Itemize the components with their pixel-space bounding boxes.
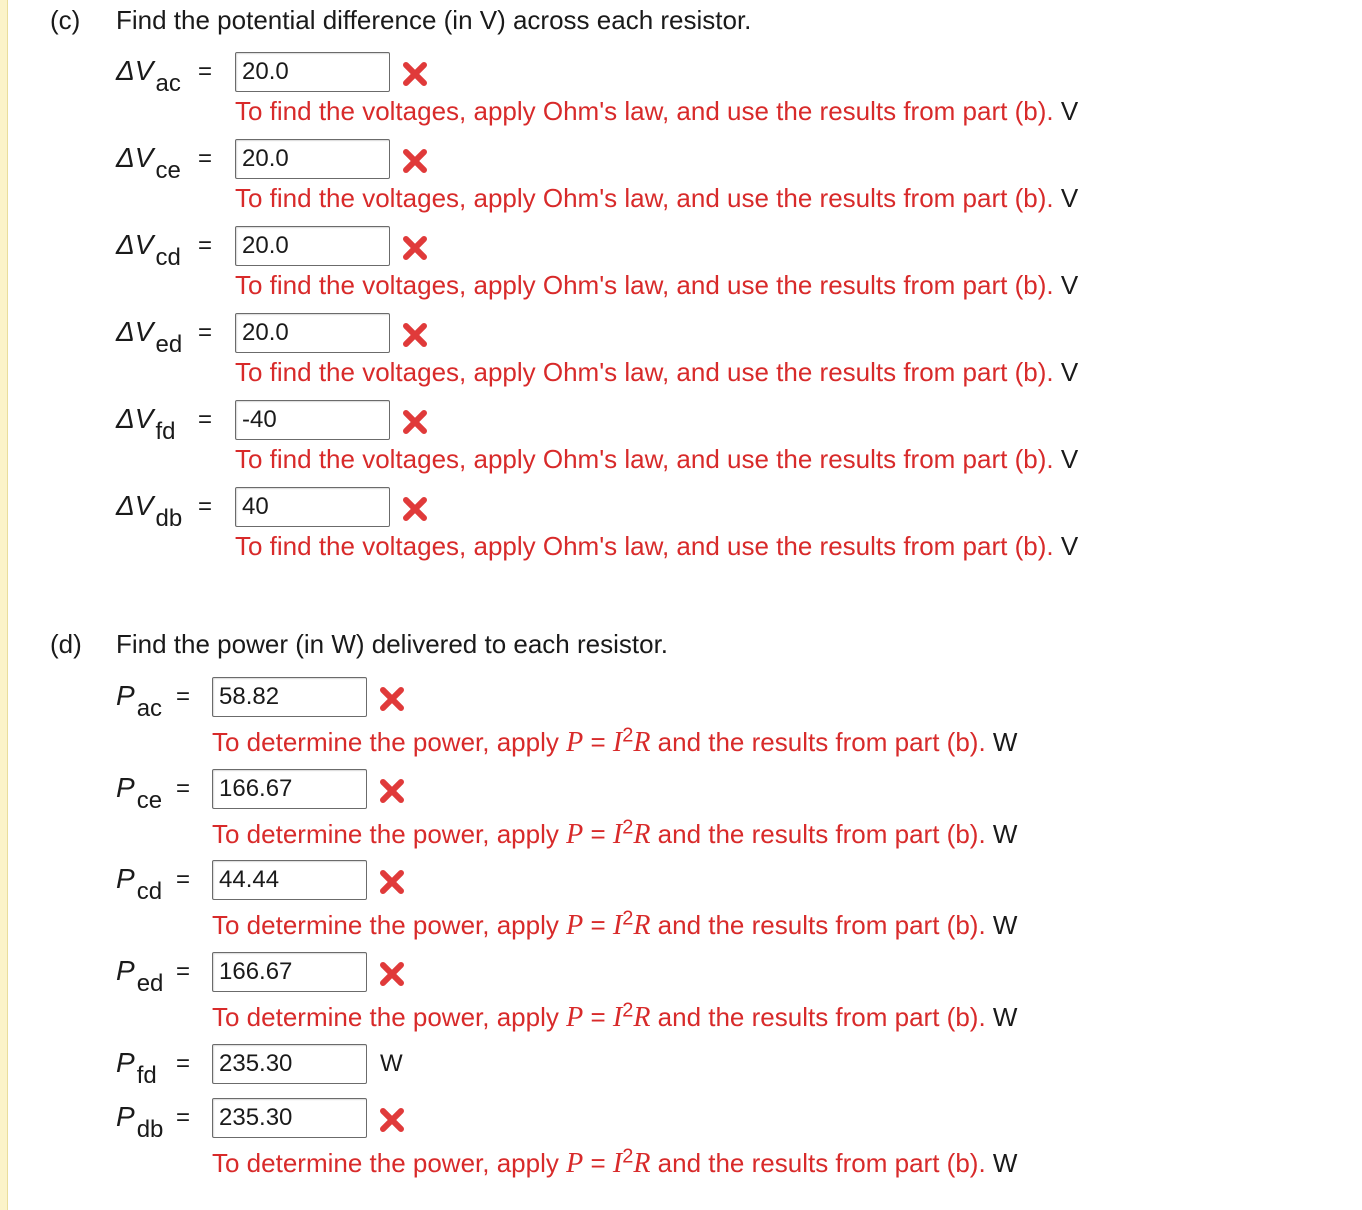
unit-label: W (992, 727, 1018, 757)
formula-p: P (566, 1148, 584, 1179)
incorrect-x-icon (401, 234, 429, 262)
equals-sign: = (176, 1050, 191, 1077)
answer-input-pfd[interactable] (212, 1044, 367, 1084)
feedback-hint (212, 816, 1018, 850)
feedback-hint (212, 907, 1018, 941)
variable-label-pfd (116, 1047, 157, 1089)
formula-p: P (566, 910, 584, 941)
feedback-text-end: and the results from part (b). (650, 1002, 986, 1032)
variable-symbol: ΔV (116, 142, 154, 173)
feedback-text: To find the voltages, apply Ohm's law, and use the results from part (b). (235, 96, 1054, 126)
variable-subscript: cd (155, 244, 181, 271)
formula-equals: = (583, 727, 613, 757)
variable-label-dved (116, 316, 183, 358)
unit-label: W (992, 819, 1018, 849)
incorrect-x-icon (378, 1106, 406, 1134)
formula-r: R (633, 1148, 651, 1179)
formula-r: R (633, 1002, 651, 1033)
part-c-heading (50, 5, 751, 35)
formula-exponent: 2 (622, 816, 634, 839)
variable-subscript: ce (136, 787, 163, 814)
formula-exponent: 2 (622, 724, 634, 747)
variable-label-ped (116, 955, 164, 997)
answer-input-pac[interactable] (212, 677, 367, 717)
unit-label: W (380, 1050, 403, 1077)
equals-sign: = (198, 406, 213, 433)
formula-exponent: 2 (622, 999, 634, 1022)
variable-symbol: P (116, 1101, 135, 1132)
answer-input-dvdb[interactable] (235, 487, 390, 527)
incorrect-x-icon (401, 408, 429, 436)
equals-sign: = (176, 958, 191, 985)
feedback-text-end: and the results from part (b). (650, 910, 986, 940)
formula-exponent: 2 (622, 907, 634, 930)
answer-input-pce[interactable] (212, 769, 367, 809)
unit-label: W (992, 1148, 1018, 1178)
feedback-text-end: and the results from part (b). (650, 727, 986, 757)
formula-p: P (566, 1002, 584, 1033)
formula-equals: = (583, 1148, 613, 1178)
answer-input-ped[interactable] (212, 952, 367, 992)
variable-symbol: P (116, 772, 135, 803)
answer-input-pcd[interactable] (212, 860, 367, 900)
formula-i: I (612, 1148, 623, 1179)
feedback-hint (235, 96, 1078, 126)
variable-symbol: ΔV (116, 55, 154, 86)
equals-sign: = (176, 866, 191, 893)
feedback-hint (235, 531, 1078, 561)
answer-input-pdb[interactable] (212, 1098, 367, 1138)
variable-label-dvac (116, 55, 181, 97)
unit-label: V (1060, 183, 1079, 213)
formula-i: I (612, 727, 623, 758)
answer-input-dved[interactable] (235, 313, 390, 353)
variable-label-dvce (116, 142, 181, 184)
incorrect-x-icon (378, 777, 406, 805)
part-title: Find the power (in W) delivered to each resistor. (116, 629, 669, 659)
equals-sign: = (198, 58, 213, 85)
answer-input-dvcd[interactable] (235, 226, 390, 266)
formula-r: R (633, 819, 651, 850)
left-margin-rule (0, 0, 8, 1210)
variable-subscript: ce (155, 157, 181, 184)
feedback-text-end: and the results from part (b). (650, 819, 986, 849)
unit-label: W (992, 910, 1018, 940)
variable-label-pdb (116, 1101, 164, 1143)
feedback-hint (235, 270, 1078, 300)
equals-sign: = (198, 232, 213, 259)
variable-symbol: ΔV (116, 229, 154, 260)
formula-equals: = (583, 819, 613, 849)
unit-label: W (992, 1002, 1018, 1032)
incorrect-x-icon (378, 960, 406, 988)
variable-label-pce (116, 772, 163, 814)
incorrect-x-icon (378, 685, 406, 713)
variable-symbol: ΔV (116, 490, 154, 521)
feedback-hint (235, 183, 1078, 213)
equals-sign: = (198, 145, 213, 172)
formula-equals: = (583, 910, 613, 940)
variable-subscript: db (155, 505, 183, 532)
part-d-heading (50, 629, 668, 659)
variable-subscript: ed (155, 331, 183, 358)
variable-subscript: fd (136, 1062, 157, 1089)
feedback-hint (235, 357, 1078, 387)
feedback-hint (212, 999, 1018, 1033)
answer-input-dvac[interactable] (235, 52, 390, 92)
feedback-hint (212, 1145, 1018, 1179)
feedback-text: To find the voltages, apply Ohm's law, and use the results from part (b). (235, 531, 1054, 561)
variable-label-dvfd (116, 403, 176, 445)
equals-sign: = (198, 493, 213, 520)
formula-r: R (633, 727, 651, 758)
unit-label: V (1060, 357, 1079, 387)
incorrect-x-icon (401, 60, 429, 88)
variable-symbol: ΔV (116, 316, 154, 347)
variable-subscript: fd (155, 418, 176, 445)
part-letter: (d) (50, 629, 82, 659)
unit-label: V (1060, 531, 1079, 561)
variable-label-dvcd (116, 229, 181, 271)
unit-label: V (1060, 96, 1079, 126)
variable-symbol: P (116, 680, 135, 711)
feedback-hint (235, 444, 1078, 474)
formula-i: I (612, 1002, 623, 1033)
variable-symbol: P (116, 1047, 135, 1078)
variable-label-dvdb (116, 490, 183, 532)
formula-equals: = (583, 1002, 613, 1032)
incorrect-x-icon (401, 147, 429, 175)
incorrect-x-icon (378, 868, 406, 896)
incorrect-x-icon (401, 321, 429, 349)
variable-symbol: P (116, 955, 135, 986)
variable-subscript: ac (155, 70, 181, 97)
formula-exponent: 2 (622, 1145, 634, 1168)
equals-sign: = (176, 775, 191, 802)
variable-label-pcd (116, 863, 163, 905)
formula-i: I (612, 819, 623, 850)
variable-symbol: P (116, 863, 135, 894)
answer-input-dvce[interactable] (235, 139, 390, 179)
variable-subscript: cd (136, 878, 163, 905)
feedback-text: To determine the power, apply (212, 727, 567, 757)
part-title: Find the potential difference (in V) across each resistor. (116, 5, 752, 35)
formula-p: P (566, 819, 584, 850)
equals-sign: = (176, 1104, 191, 1131)
variable-subscript: ed (136, 970, 164, 997)
feedback-text: To determine the power, apply (212, 910, 567, 940)
variable-symbol: ΔV (116, 403, 154, 434)
formula-p: P (566, 727, 584, 758)
feedback-text: To find the voltages, apply Ohm's law, and use the results from part (b). (235, 357, 1054, 387)
feedback-text: To find the voltages, apply Ohm's law, and use the results from part (b). (235, 444, 1054, 474)
feedback-text-end: and the results from part (b). (650, 1148, 986, 1178)
feedback-text: To determine the power, apply (212, 1148, 567, 1178)
feedback-text: To find the voltages, apply Ohm's law, and use the results from part (b). (235, 183, 1054, 213)
variable-label-pac (116, 680, 163, 722)
equals-sign: = (176, 683, 191, 710)
equals-sign: = (198, 319, 213, 346)
answer-input-dvfd[interactable] (235, 400, 390, 440)
feedback-text: To determine the power, apply (212, 819, 567, 849)
formula-r: R (633, 910, 651, 941)
incorrect-x-icon (401, 495, 429, 523)
variable-subscript: db (136, 1116, 164, 1143)
formula-i: I (612, 910, 623, 941)
part-letter: (c) (50, 5, 81, 35)
variable-subscript: ac (136, 695, 163, 722)
unit-label: V (1060, 444, 1079, 474)
feedback-text: To determine the power, apply (212, 1002, 567, 1032)
feedback-hint (212, 724, 1018, 758)
feedback-text: To find the voltages, apply Ohm's law, and use the results from part (b). (235, 270, 1054, 300)
unit-label: V (1060, 270, 1079, 300)
